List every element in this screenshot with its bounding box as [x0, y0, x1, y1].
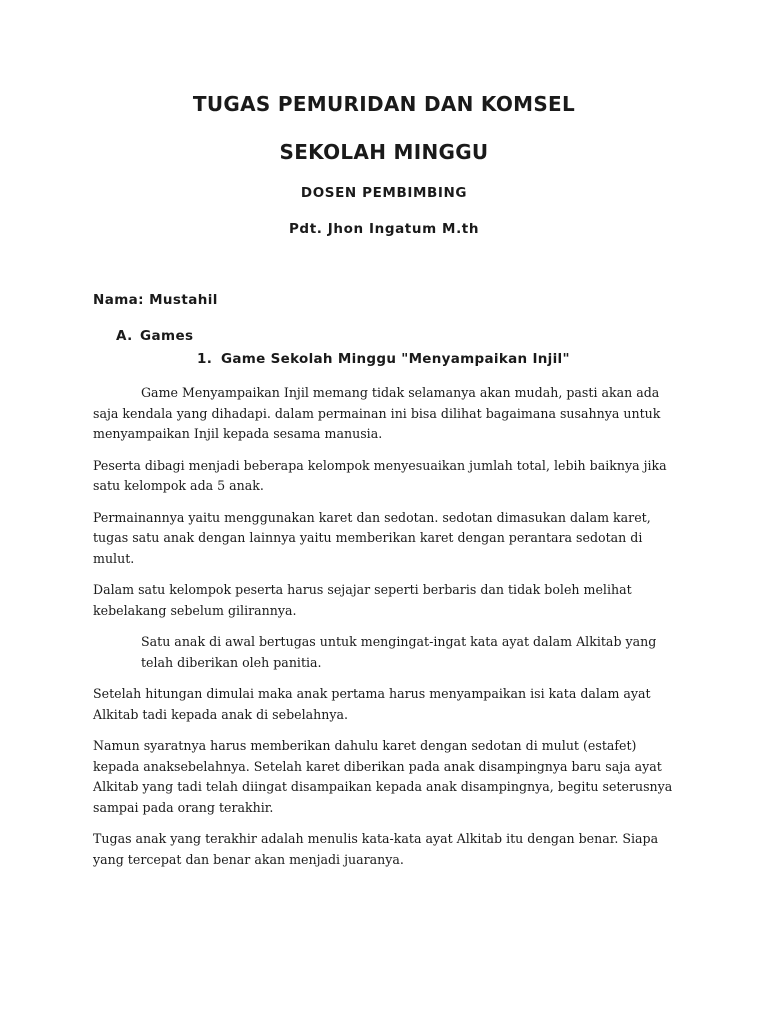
document-body [93, 383, 683, 881]
subsection-marker: 1. [197, 351, 213, 367]
subsection-heading [197, 351, 570, 367]
paragraph: Namun syaratnya harus memberikan dahulu karet dengan sedotan di mulut (estafet) kepada anaksebelahnya. Setelah karet diberikan pada anak disampingnya baru saja ayat Alkitab yang tadi telah diingat disampaikan kepada anak disampingnya, begitu seterusnya sampai pada orang terakhir. [93, 738, 673, 815]
paragraph: Game Menyampaikan Injil memang tidak selamanya akan mudah, pasti akan ada saja kendala yang dihadapi. dalam permainan ini bisa dilihat bagaimana susahnya untuk menyampaikan Injil kepada sesama manusia. [93, 385, 661, 441]
supervisor-name: Pdt. Jhon Ingatum M.th [288, 221, 480, 237]
paragraph: Tugas anak yang terakhir adalah menulis kata-kata ayat Alkitab itu dengan benar. Siapa yang tercepat dan benar akan menjadi juaranya. [93, 831, 659, 867]
paragraph: Satu anak di awal bertugas untuk mengingat-ingat kata ayat dalam Alkitab yang telah diberikan oleh panitia. [141, 634, 657, 670]
paragraph: Setelah hitungan dimulai maka anak pertama harus menyampaikan isi kata dalam ayat Alkitab tadi kepada anak di sebelahnya. [93, 686, 651, 722]
paragraph: Dalam satu kelompok peserta harus sejajar seperti berbaris dan tidak boleh melihat kebelakang sebelum gilirannya. [93, 582, 632, 618]
section-heading [116, 328, 193, 344]
subsection-title: Game Sekolah Minggu "Menyampaikan Injil" [221, 351, 570, 367]
student-name: Nama: Mustahil [93, 292, 218, 308]
paragraph: Permainannya yaitu menggunakan karet dan sedotan. sedotan dimasukan dalam karet, tugas satu anak dengan lainnya yaitu memberikan karet dengan perantara sedotan di mulut. [93, 509, 651, 566]
document-subtitle: SEKOLAH MINGGU [279, 140, 489, 164]
paragraph: Peserta dibagi menjadi beberapa kelompok menyesuaikan jumlah total, lebih baiknya jika satu kelompok ada 5 anak. [93, 457, 667, 493]
document-title: TUGAS PEMURIDAN DAN KOMSEL [192, 92, 576, 116]
supervisor-label: DOSEN PEMBIMBING [300, 185, 468, 201]
section-marker: A. [116, 328, 133, 344]
section-title: Games [140, 328, 194, 344]
